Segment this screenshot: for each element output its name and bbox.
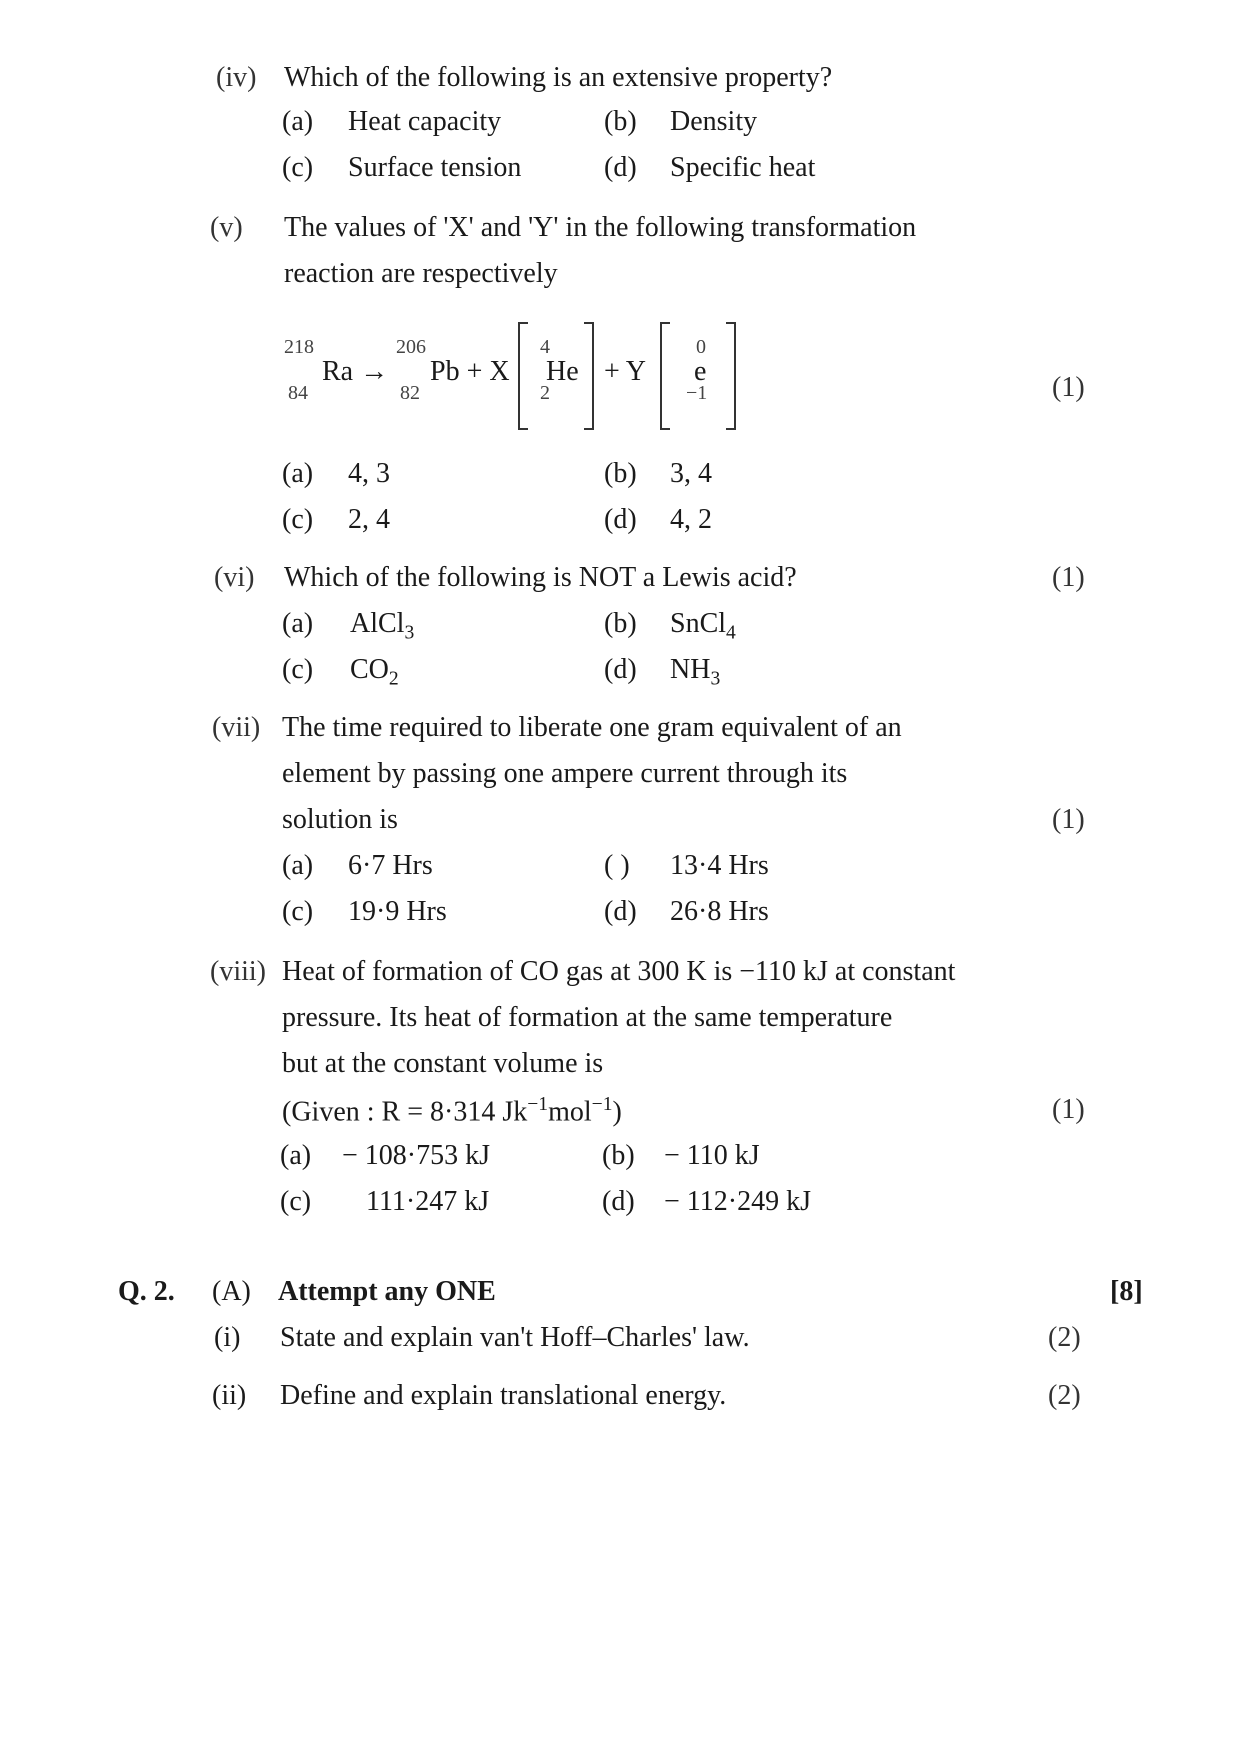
marks: (1) <box>1052 804 1085 835</box>
pb-symbol: Pb + X <box>430 356 510 387</box>
option-text: 4, 3 <box>348 458 390 489</box>
option-label: (a) <box>282 608 314 639</box>
option-label: (d) <box>604 504 637 535</box>
plus-y: + Y <box>604 356 646 387</box>
option-text: Specific heat <box>670 152 816 183</box>
formula-base: SnCl <box>670 608 727 639</box>
item-marks: (2) <box>1048 1322 1081 1353</box>
option-text: 26·8 Hrs <box>670 896 769 927</box>
e-mass-number: 0 <box>696 336 706 358</box>
option-formula <box>350 608 414 645</box>
option-label: (a) <box>282 458 314 489</box>
option-text: 3, 4 <box>670 458 712 489</box>
exponent: −1 <box>527 1094 549 1115</box>
question-text-line3: but at the constant volume is <box>282 1048 604 1079</box>
question-number: (vi) <box>214 562 255 593</box>
option-text: 2, 4 <box>348 504 390 535</box>
formula-base: CO <box>350 654 389 685</box>
he-atomic-number: 2 <box>540 382 550 404</box>
option-text: − 110 kJ <box>664 1140 760 1171</box>
option-formula <box>670 654 720 691</box>
pb-mass-number: 206 <box>396 336 426 358</box>
option-formula <box>670 608 736 645</box>
item-marks: (2) <box>1048 1380 1081 1411</box>
formula-base: AlCl <box>350 608 405 639</box>
item-number: (ii) <box>212 1380 247 1411</box>
ra-mass-number: 218 <box>284 336 314 358</box>
option-label: (d) <box>602 1186 635 1217</box>
given-constant <box>282 1094 622 1128</box>
question-text-line2: pressure. Its heat of formation at the same temperature <box>282 1002 893 1033</box>
option-label: (c) <box>280 1186 312 1217</box>
given-unit: mol <box>548 1096 592 1128</box>
question-number: (viii) <box>210 956 266 987</box>
question-text-line2: element by passing one ampere current through its <box>282 758 848 789</box>
he-mass-number: 4 <box>540 336 550 358</box>
item-text: State and explain van't Hoff–Charles' law. <box>280 1322 750 1353</box>
option-label: (a) <box>282 850 314 881</box>
given-prefix: (Given : R = 8·314 Jk <box>282 1096 528 1128</box>
option-label: (b) <box>604 106 637 137</box>
marks: (1) <box>1052 562 1085 593</box>
question-text-line1: The time required to liberate one gram equivalent of an <box>282 712 902 743</box>
option-text: Surface tension <box>348 152 522 183</box>
option-text: − 112·249 kJ <box>664 1186 811 1217</box>
question-text-line3: solution is <box>282 804 398 835</box>
formula-subscript: 4 <box>726 622 736 644</box>
question-text: Which of the following is NOT a Lewis acid? <box>284 562 797 593</box>
e-charge-number: −1 <box>686 382 708 404</box>
right-bracket <box>584 322 594 430</box>
question-number: (v) <box>210 212 243 243</box>
option-text: − 108·753 kJ <box>342 1140 491 1171</box>
item-text: Define and explain translational energy. <box>280 1380 727 1411</box>
question-text-line1: Heat of formation of CO gas at 300 K is −110 kJ at constant <box>282 956 956 987</box>
left-bracket <box>660 322 670 430</box>
question-number: (iv) <box>216 62 257 93</box>
option-text: Heat capacity <box>348 106 502 137</box>
option-text: Density <box>670 106 758 137</box>
section-marks: [8] <box>1110 1276 1143 1307</box>
option-formula <box>350 654 399 691</box>
part-label: (A) <box>212 1276 251 1307</box>
option-text: 4, 2 <box>670 504 712 535</box>
nuclear-equation <box>284 330 784 440</box>
option-label: (c) <box>282 152 314 183</box>
marks: (1) <box>1052 372 1085 403</box>
formula-subscript: 3 <box>710 668 721 690</box>
option-label: (d) <box>604 152 637 183</box>
option-text: 111·247 kJ <box>366 1186 490 1217</box>
option-label: (c) <box>282 504 314 535</box>
option-label: (a) <box>282 106 314 137</box>
pb-atomic-number: 82 <box>400 382 420 404</box>
left-bracket <box>518 322 528 430</box>
question-2-number: Q. 2. <box>118 1276 175 1307</box>
formula-subscript: 2 <box>388 668 399 690</box>
option-label: (b) <box>602 1140 635 1171</box>
option-label: (c) <box>282 654 314 685</box>
formula-subscript: 3 <box>404 622 415 644</box>
option-label: ( ) <box>604 850 630 881</box>
question-text-line2: reaction are respectively <box>284 258 558 289</box>
option-text: 6·7 Hrs <box>348 850 433 881</box>
option-text: 13·4 Hrs <box>670 850 769 881</box>
section-heading: Attempt any ONE <box>278 1276 496 1307</box>
question-text-line1: The values of 'X' and 'Y' in the following transformation <box>284 212 917 243</box>
question-number: (vii) <box>212 712 261 743</box>
e-symbol: e <box>694 356 707 387</box>
item-number: (i) <box>214 1322 241 1353</box>
option-label: (c) <box>282 896 314 927</box>
ra-atomic-number: 84 <box>288 382 308 404</box>
option-text: 19·9 Hrs <box>348 896 447 927</box>
exponent: −1 <box>591 1094 613 1115</box>
option-label: (d) <box>604 896 637 927</box>
given-suffix: ) <box>612 1096 622 1128</box>
option-label: (b) <box>604 458 637 489</box>
right-bracket <box>726 322 736 430</box>
he-symbol: He <box>546 356 579 387</box>
marks: (1) <box>1052 1094 1085 1125</box>
formula-base: NH <box>670 654 711 685</box>
option-label: (d) <box>604 654 637 685</box>
option-label: (a) <box>280 1140 312 1171</box>
question-text: Which of the following is an extensive property? <box>284 62 833 93</box>
option-label: (b) <box>604 608 637 639</box>
ra-symbol: Ra → <box>322 356 389 387</box>
